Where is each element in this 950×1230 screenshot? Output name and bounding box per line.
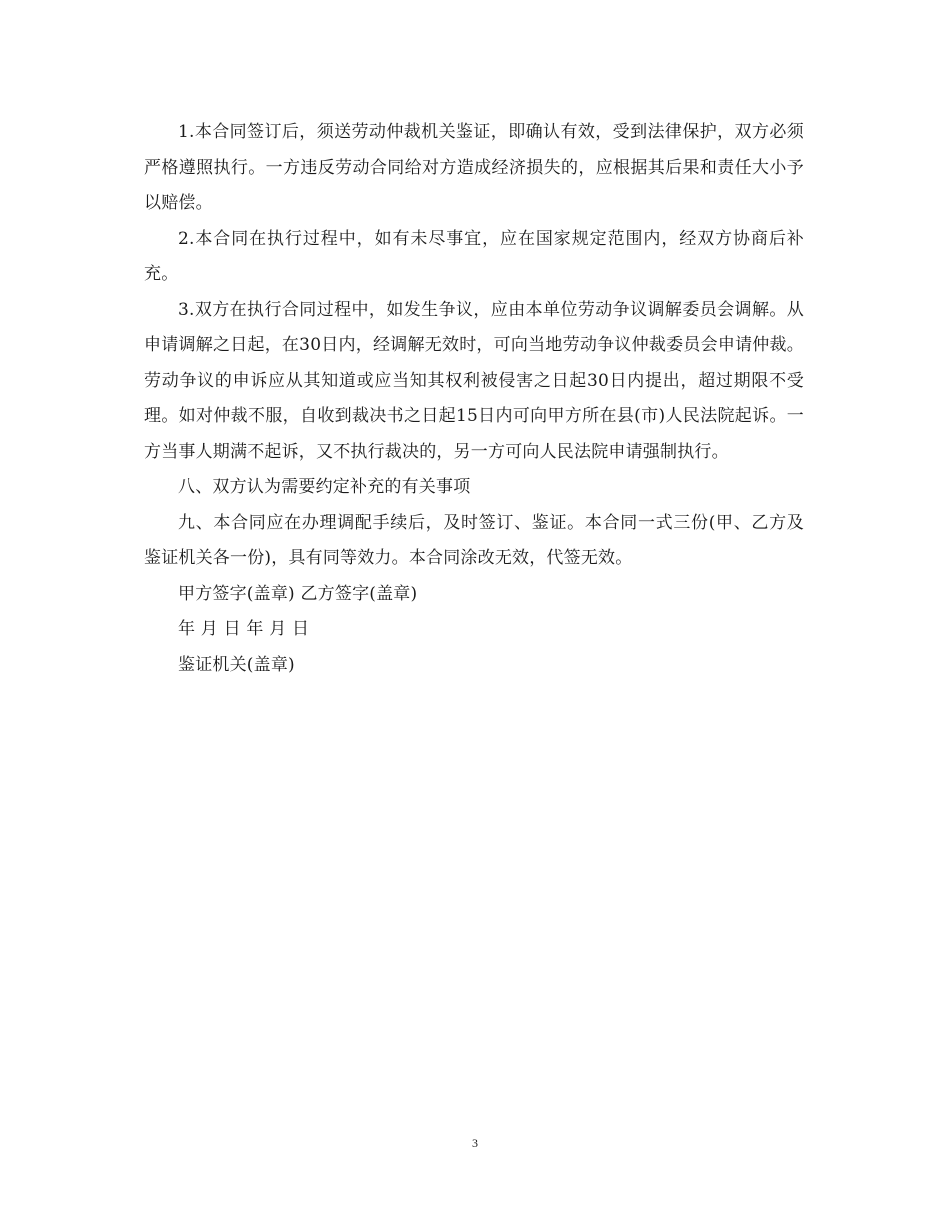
clause-paragraph-1: 1.本合同签订后，须送劳动仲裁机关鉴证，即确认有效，受到法律保护，双方必须严格遵照执行。一方违反劳动合同给对方造成经济损失的，应根据其后果和责任大小予以赔偿。 (144, 122, 804, 213)
signature-line: 甲方签字(盖章) 乙方签字(盖章) (178, 583, 418, 604)
document-body (144, 115, 804, 683)
date-line: 年 月 日 年 月 日 (178, 619, 310, 639)
page-number: 3 (472, 1136, 478, 1150)
clause-paragraph-3: 3.双方在执行合同过程中，如发生争议，应由本单位劳动争议调解委员会调解。从申请调解之日起，在30日内，经调解无效时，可向当地劳动争议仲裁委员会申请仲裁。劳动争议的申诉应从其知道或应当知其权利被侵害之日起30日内提出，超过期限不受理。如对仲裁不服，自收到裁决书之日起15日内可向甲方所在县(市)人民法院起诉。一方当事人期满不起诉，又不执行裁决的，另一方可向人民法院申请强制执行。 (144, 299, 804, 462)
clause-paragraph-2: 2.本合同在执行过程中，如有未尽事宜，应在国家规定范围内，经双方协商后补充。 (144, 228, 804, 284)
certification-authority-line: 鉴证机关(盖章) (178, 654, 295, 675)
section-nine-paragraph: 九、本合同应在办理调配手续后，及时签订、鉴证。本合同一式三份(甲、乙方及鉴证机关各一份)，具有同等效力。本合同涂改无效，代签无效。 (144, 512, 804, 568)
section-eight-heading: 八、双方认为需要约定补充的有关事项 (178, 477, 471, 497)
